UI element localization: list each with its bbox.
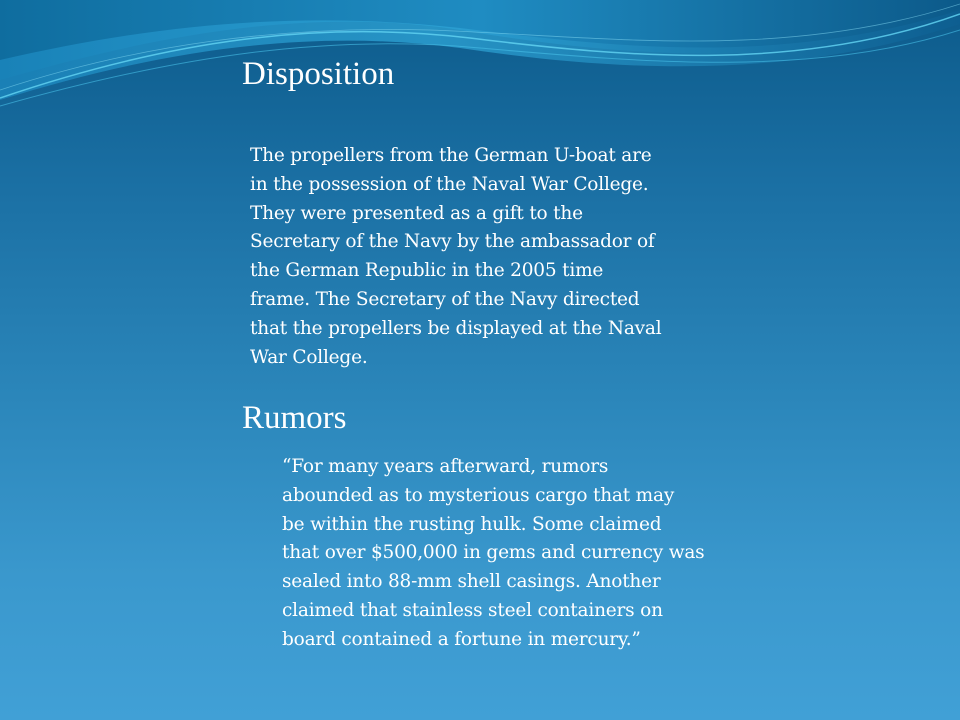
disposition-line: frame. The Secretary of the Navy directed (250, 288, 640, 310)
heading-rumors: Rumors (242, 400, 347, 436)
disposition-line: that the propellers be displayed at the Naval (250, 317, 662, 339)
rumors-line: abounded as to mysterious cargo that may (282, 484, 675, 506)
disposition-line: They were presented as a gift to the (250, 202, 583, 224)
disposition-line: The propellers from the German U-boat are (250, 145, 652, 166)
disposition-paragraph (250, 142, 720, 372)
disposition-line: the German Republic in the 2005 time (250, 260, 604, 282)
rumors-quote (282, 453, 752, 655)
rumors-line: claimed that stainless steel containers on (282, 599, 663, 621)
disposition-line: in the possession of the Naval War College. (250, 173, 649, 195)
rumors-line: board contained a fortune in mercury.” (282, 628, 641, 650)
rumors-line: that over $500,000 in gems and currency was (282, 542, 705, 564)
rumors-line: sealed into 88-mm shell casings. Another (282, 571, 661, 593)
decorative-wave-header (0, 0, 960, 140)
disposition-line: War College. (250, 346, 368, 368)
rumors-line: be within the rusting hulk. Some claimed (282, 513, 662, 535)
disposition-line: Secretary of the Navy by the ambassador of (250, 231, 655, 253)
heading-disposition: Disposition (242, 56, 395, 92)
rumors-line: “For many years afterward, rumors (282, 456, 609, 477)
